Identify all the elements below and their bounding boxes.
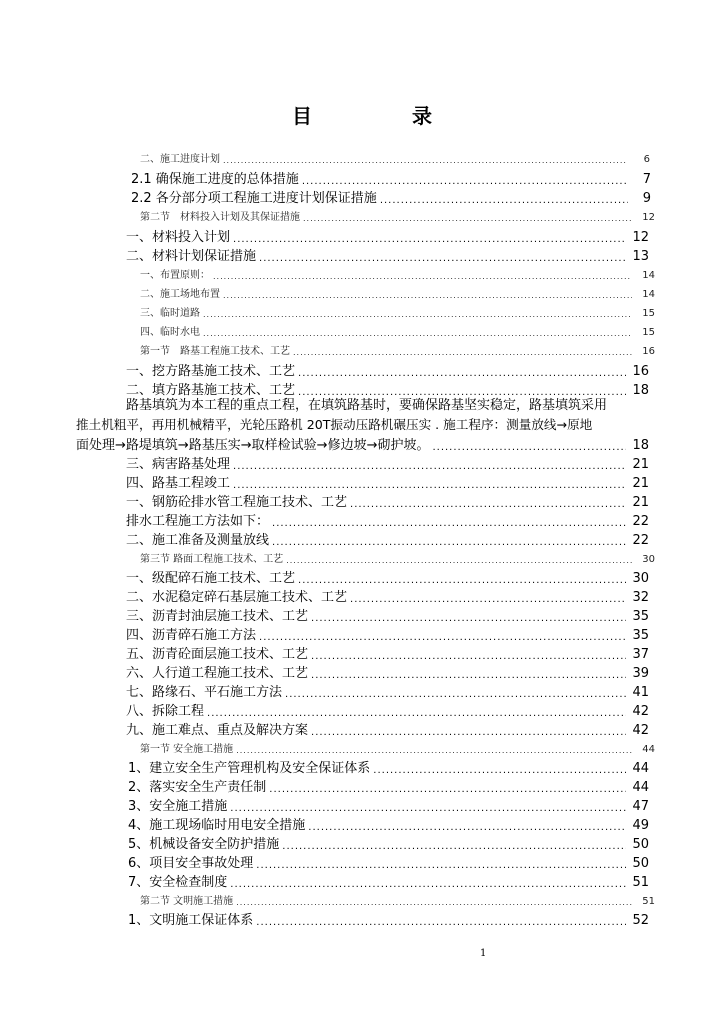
toc-entry-label: 5、机械设备安全防护措施 bbox=[128, 837, 280, 852]
toc-entry-page: 14 bbox=[642, 289, 655, 300]
toc-entry-label: 四、路基工程竣工 bbox=[126, 476, 231, 491]
toc-entry[interactable] bbox=[128, 909, 649, 928]
toc-entry[interactable] bbox=[126, 567, 649, 586]
toc-entry-page: 21 bbox=[632, 476, 649, 491]
toc-entry-page: 49 bbox=[632, 818, 649, 833]
toc-entry-page: 47 bbox=[632, 799, 649, 814]
toc-entry-label: 七、路缘石、平石施工方法 bbox=[126, 685, 283, 700]
toc-entry[interactable] bbox=[140, 342, 655, 357]
toc-entry-label: 1、文明施工保证体系 bbox=[128, 913, 254, 928]
toc-entry[interactable] bbox=[126, 586, 649, 605]
toc-entry-page: 42 bbox=[632, 723, 649, 738]
toc-entry-page: 50 bbox=[632, 837, 649, 852]
toc-entry-label: 第二节 文明施工措施 bbox=[140, 896, 234, 907]
toc-entry-page: 13 bbox=[632, 249, 649, 264]
toc-entry[interactable] bbox=[126, 453, 649, 472]
toc-entry[interactable] bbox=[126, 529, 649, 548]
toc-entry-page: 21 bbox=[632, 495, 649, 510]
toc-entry[interactable] bbox=[128, 852, 649, 871]
toc-entry-label: 第一节 路基工程施工技术、工艺 bbox=[140, 346, 290, 357]
toc-entry-label: 三、临时道路 bbox=[140, 308, 200, 319]
toc-entry[interactable] bbox=[128, 776, 649, 795]
toc-entry[interactable] bbox=[126, 624, 649, 643]
toc-entry[interactable] bbox=[126, 245, 649, 264]
toc-entry-label: 二、材料计划保证措施 bbox=[126, 249, 257, 264]
toc-entry[interactable] bbox=[126, 491, 649, 510]
toc-entry[interactable] bbox=[140, 266, 655, 281]
toc-entry[interactable] bbox=[140, 323, 655, 338]
toc-entry-label: 4、施工现场临时用电安全措施 bbox=[128, 818, 306, 833]
toc-entry[interactable] bbox=[140, 550, 655, 565]
toc-entry-label: 二、施工进度计划 bbox=[140, 154, 220, 165]
toc-entry-label: 三、沥青封油层施工技术、工艺 bbox=[126, 609, 309, 624]
toc-entry[interactable] bbox=[128, 814, 649, 833]
toc-entry[interactable] bbox=[126, 700, 649, 719]
toc-entry[interactable] bbox=[126, 662, 649, 681]
toc-entry-label: 一、材料投入计划 bbox=[126, 230, 231, 245]
toc-entry-page: 35 bbox=[632, 609, 649, 624]
toc-entry-label: 一、级配碎石施工技术、工艺 bbox=[126, 571, 296, 586]
toc-entry-label: 3、安全施工措施 bbox=[128, 799, 228, 814]
toc-entry-page: 16 bbox=[642, 346, 655, 357]
toc-entry-label: 一、挖方路基施工技术、工艺 bbox=[126, 364, 296, 379]
toc-entry-page: 50 bbox=[632, 856, 649, 871]
toc-paragraph-line: 推土机粗平，再用机械精平，光轮压路机 20T振动压路机碾压实 . 施工程序：测量放线→原地 bbox=[76, 417, 593, 432]
toc-entry-page: 22 bbox=[632, 533, 649, 548]
toc-entry-page: 16 bbox=[632, 364, 649, 379]
toc-paragraph-line: 路基填筑为本工程的重点工程，在填筑路基时，要确保路基坚实稳定，路基填筑采用 bbox=[126, 398, 608, 413]
toc-entry-label: 第二节 材料投入计划及其保证措施 bbox=[140, 212, 300, 223]
toc-entry[interactable] bbox=[131, 168, 651, 187]
toc-entry[interactable] bbox=[126, 605, 649, 624]
toc-entry-page: 30 bbox=[642, 554, 655, 565]
toc-entry-label: 第一节 安全施工措施 bbox=[140, 744, 234, 755]
toc-entry[interactable] bbox=[128, 871, 649, 890]
toc-entry-page: 15 bbox=[642, 308, 655, 319]
toc-entry-page: 30 bbox=[632, 571, 649, 586]
toc-entry-page: 22 bbox=[632, 514, 649, 529]
toc-entry-page: 51 bbox=[632, 875, 649, 890]
toc-entry-label: 6、项目安全事故处理 bbox=[128, 856, 254, 871]
toc-entry-page: 52 bbox=[632, 913, 649, 928]
toc-entry-label: 二、施工场地布置 bbox=[140, 289, 220, 300]
toc-entry-label: 2.2 各分部分项工程施工进度计划保证措施 bbox=[131, 191, 377, 206]
toc-entry-page: 39 bbox=[632, 666, 649, 681]
toc-entry[interactable] bbox=[126, 643, 649, 662]
toc-entry[interactable] bbox=[76, 434, 649, 453]
toc-entry-label: 四、沥青碎石施工方法 bbox=[126, 628, 257, 643]
toc-entry-label: 四、临时水电 bbox=[140, 327, 200, 338]
toc-entry-page: 44 bbox=[632, 761, 649, 776]
toc-entry-page: 44 bbox=[642, 744, 655, 755]
toc-entry-page: 35 bbox=[632, 628, 649, 643]
toc-entry-label: 2、落实安全生产责任制 bbox=[128, 780, 267, 795]
toc-entry-label: 二、施工准备及测量放线 bbox=[126, 533, 270, 548]
toc-entry-page: 42 bbox=[632, 704, 649, 719]
toc-entry[interactable] bbox=[126, 360, 649, 379]
toc-entry[interactable] bbox=[128, 757, 649, 776]
toc-entry[interactable] bbox=[128, 833, 649, 852]
toc-entry-label: 八、拆除工程 bbox=[126, 704, 205, 719]
toc-entry-label: 二、填方路基施工技术、工艺 bbox=[126, 383, 296, 398]
toc-entry[interactable] bbox=[131, 187, 651, 206]
toc-entry-page: 18 bbox=[632, 383, 649, 398]
toc-entry[interactable] bbox=[128, 795, 649, 814]
toc-entry-label: 九、施工难点、重点及解决方案 bbox=[126, 723, 309, 738]
toc-entry-page: 6 bbox=[643, 154, 650, 165]
toc-entry[interactable] bbox=[140, 150, 650, 165]
toc-entry-label: 一、钢筋砼排水管工程施工技术、工艺 bbox=[126, 495, 348, 510]
toc-entry-page: 21 bbox=[632, 457, 649, 472]
toc-entry[interactable] bbox=[140, 304, 655, 319]
toc-entry[interactable] bbox=[126, 681, 649, 700]
page-number: 1 bbox=[480, 948, 487, 959]
toc-entry[interactable] bbox=[140, 740, 655, 755]
toc-entry-page: 12 bbox=[642, 212, 655, 223]
toc-entry-label: 2.1 确保施工进度的总体措施 bbox=[131, 172, 299, 187]
toc-entry-label: 排水工程施工方法如下： bbox=[126, 514, 270, 529]
toc-entry-page: 9 bbox=[642, 191, 651, 206]
toc-entry-page: 7 bbox=[642, 172, 651, 187]
toc-entry-label: 1、建立安全生产管理机构及安全保证体系 bbox=[128, 761, 371, 776]
toc-entry[interactable] bbox=[140, 892, 655, 907]
toc-entry-page: 44 bbox=[632, 780, 649, 795]
toc-entry-label: 一、布置原则： bbox=[140, 270, 210, 281]
toc-entry-label: 7、安全检查制度 bbox=[128, 875, 228, 890]
toc-entry-page: 32 bbox=[632, 590, 649, 605]
toc-entry[interactable] bbox=[140, 285, 655, 300]
toc-entry-label: 面处理→路堤填筑→路基压实→取样检试验→修边坡→砌护坡。 bbox=[76, 438, 430, 453]
toc-entry[interactable] bbox=[126, 472, 649, 491]
toc-entry-label: 三、病害路基处理 bbox=[126, 457, 231, 472]
toc-entry-page: 41 bbox=[632, 685, 649, 700]
toc-entry-page: 14 bbox=[642, 270, 655, 281]
toc-entry[interactable] bbox=[126, 226, 649, 245]
page-title: 目 录 bbox=[292, 104, 472, 128]
toc-entry[interactable] bbox=[126, 510, 649, 529]
toc-entry[interactable] bbox=[140, 208, 655, 223]
toc-entry-label: 第三节 路面工程施工技术、工艺 bbox=[140, 554, 284, 565]
toc-entry-label: 六、人行道工程施工技术、工艺 bbox=[126, 666, 309, 681]
toc-entry-page: 37 bbox=[632, 647, 649, 662]
toc-entry-page: 18 bbox=[632, 438, 649, 453]
toc-entry-page: 12 bbox=[632, 230, 649, 245]
toc-entry[interactable] bbox=[126, 719, 649, 738]
toc-entry-label: 二、水泥稳定碎石基层施工技术、工艺 bbox=[126, 590, 348, 605]
toc-entry-page: 15 bbox=[642, 327, 655, 338]
toc-entry-label: 五、沥青砼面层施工技术、工艺 bbox=[126, 647, 309, 662]
toc-entry-page: 51 bbox=[642, 896, 655, 907]
